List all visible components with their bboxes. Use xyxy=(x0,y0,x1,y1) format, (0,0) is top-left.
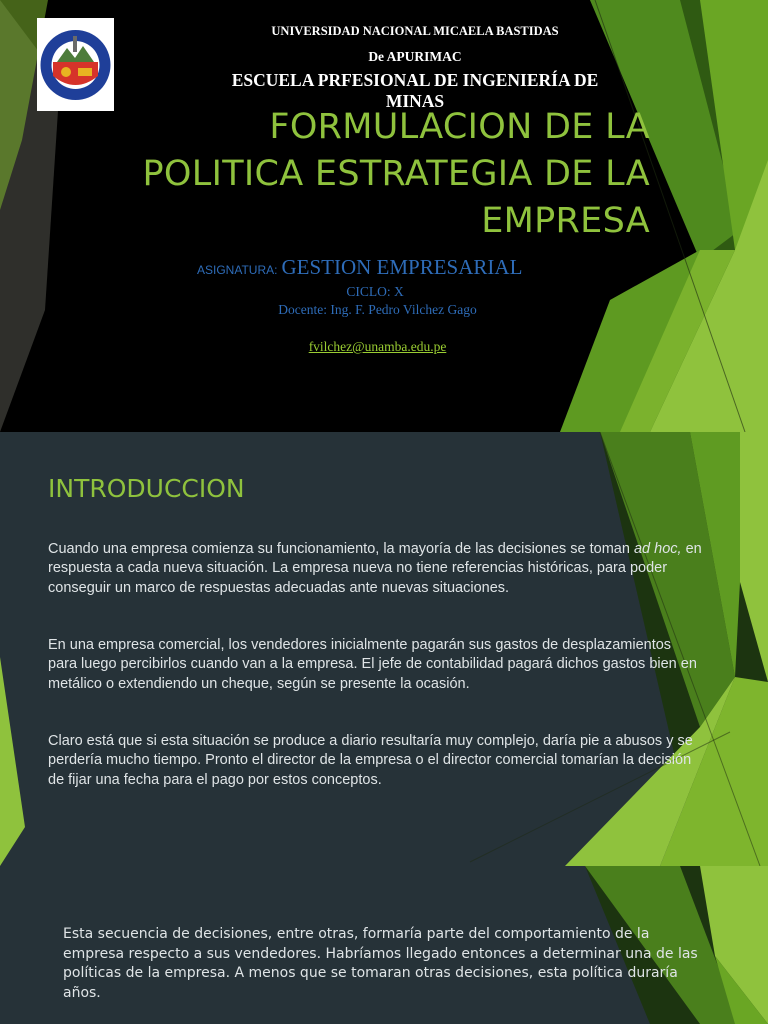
region-name: De APURIMAC xyxy=(368,49,462,64)
university-seal-icon xyxy=(37,18,114,111)
presentation-title: FORMULACION DE LA POLITICA ESTRATEGIA DE LA EMPRESA xyxy=(142,107,650,241)
teacher-text: Docente: Ing. F. Pedro Vilchez Gago xyxy=(278,302,477,317)
intro-p1-text-rest: en respuesta a cada nueva situación. La empresa nueva no tiene referencias históricas, para poder conseguir un marco de respuestas adecuadas ante nuevas situaciones. xyxy=(48,541,702,596)
intro-p1-text: Cuando una empresa comienza su funcionamiento, la mayoría de las decisiones se toman xyxy=(48,541,634,557)
policy-paragraph: Esta secuencia de decisiones, entre otras, formaría parte del comportamiento de la empresa respecto a sus vendedores. Habríamos llegado entonces a determinar una de las políticas de la empresa. A menos que se tomaran otras decisiones, esta política duraría años. xyxy=(63,926,698,1001)
intro-paragraph-3: Claro está que si esta situación se produce a diario resultaría muy complejo, daría pie a abusos y se perdería mucho tiempo. Pronto el director de la empresa o el director comercial tomarían la decisión de fijar una fecha para el pago por estos conceptos. xyxy=(48,733,693,788)
policy-slide xyxy=(0,866,768,1024)
subject-value: GESTION EMPRESARIAL xyxy=(281,255,523,279)
school-name: ESCUELA PRFESIONAL DE INGENIERÍA DE MINAS xyxy=(231,70,599,111)
intro-heading: INTRODUCCION xyxy=(48,474,245,503)
subject-line xyxy=(197,255,697,280)
intro-paragraph-1 xyxy=(48,540,703,598)
cycle-text: CICLO: X xyxy=(346,284,404,299)
university-name: UNIVERSIDAD NACIONAL MICAELA BASTIDAS xyxy=(271,24,559,38)
intro-p1-italic: ad hoc, xyxy=(633,541,682,557)
intro-slide xyxy=(0,432,768,866)
university-logo xyxy=(37,18,114,111)
email-link[interactable]: fvilchez@unamba.edu.pe xyxy=(308,339,447,354)
intro-paragraph-2: En una empresa comercial, los vendedores inicialmente pagarán sus gastos de desplazamientos para luego percibirlos cuando van a la empresa. El jefe de contabilidad pagará dichos gastos bien en metálico o extendiendo un cheque, según se presente la ocasión. xyxy=(48,637,697,692)
title-slide xyxy=(0,0,768,432)
subject-label: ASIGNATURA: xyxy=(197,263,278,277)
